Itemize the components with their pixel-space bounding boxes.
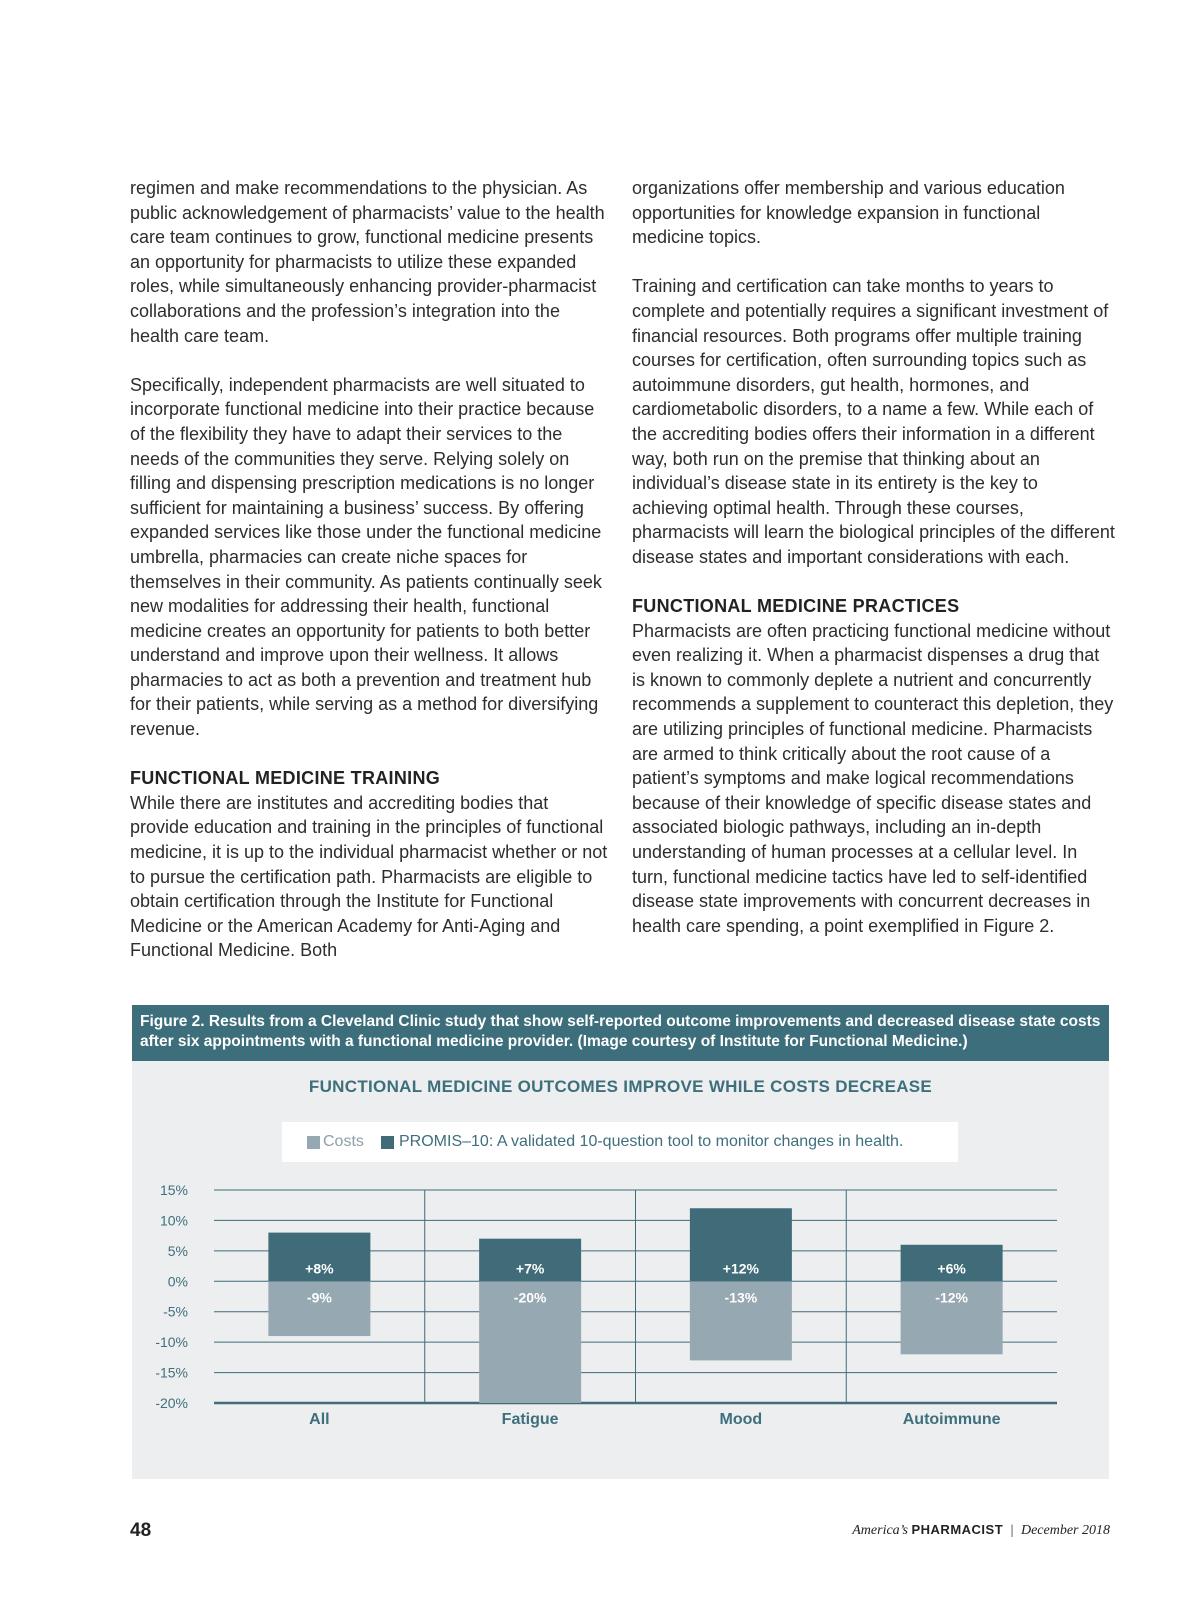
magazine-brand: PHARMACIST [911,1522,1004,1537]
heading-practices: FUNCTIONAL MEDICINE PRACTICES [632,596,960,617]
left-paragraph-1: regimen and make recommendations to the physician. As public acknowledgement of pharmacists’ value to the health care team continues to grow, functional medicine presents an opportunity for pharmacists to utilize these expanded roles, while simultaneously enhancing provider-pharmacist collaborations and the profession’s integration into the health care team. [130,178,605,346]
magazine-footer [852,1522,1110,1539]
x-category-label: Mood [719,1411,763,1428]
footer-separator: | [1010,1523,1014,1538]
data-label-costs: -12% [935,1289,968,1306]
magazine-prefix: America’s [852,1523,908,1538]
right-paragraph-1: organizations offer membership and various education opportunities for knowledge expansion in functional medicine topics. [632,178,1065,248]
y-tick-label: 15% [159,1182,188,1198]
data-label-promis: +6% [937,1260,966,1277]
y-tick-label: 0% [167,1273,188,1290]
legend-label-promis: PROMIS–10: A validated 10-question tool to monitor changes in health. [399,1133,904,1150]
chart-plot [132,1005,1109,1479]
chart-title: FUNCTIONAL MEDICINE OUTCOMES IMPROVE WHILE COSTS DECREASE [308,1077,933,1096]
data-label-costs: -20% [513,1289,547,1306]
right-column [632,176,1116,938]
right-paragraph-3: Pharmacists are often practicing functional medicine without even realizing it. When a pharmacist dispenses a drug that is known to commonly deplete a nutrient and concurrently recommends a supplement to counteract this depletion, they are utilizing principles of functional medicine. Pharmacists are armed to think critically about the root cause of a patient’s symptoms and make logical recommendations because of their knowledge of specific disease states and associated biologic pathways, including an in-depth understanding of human processes at a cellular level. In turn, functional medicine tactics have led to self-identified disease state improvements with concurrent decreases in health care spending, a point exemplified in Figure 2. [632,620,1114,936]
x-category-label: Autoimmune [902,1411,1001,1428]
page-number: 48 [130,1520,152,1541]
data-label-costs: -9% [306,1289,332,1306]
left-paragraph-3: While there are institutes and accrediting bodies that provide education and training in the principles of functional medicine, it is up to the individual pharmacist whether or not to pursue the certification path. Pharmacists are eligible to obtain certification through the Institute for Functional Medicine or the American Academy for Anti-Aging and Functional Medicine. Both [130,792,608,961]
figure-caption: Figure 2. Results from a Cleveland Clinic study that show self-reported outcome improvements and decreased disease state costs after six appointments with a functional medicine provider. (Image courtesy of Institute for Functional Medicine.) [132,1005,1109,1061]
y-tick-label: 10% [159,1212,188,1229]
y-tick-label: -20% [155,1395,188,1411]
data-label-promis: +8% [305,1260,334,1277]
y-tick-label: -10% [155,1334,188,1351]
data-label-promis: +7% [515,1260,545,1277]
x-category-label: All [309,1411,330,1428]
y-tick-label: 5% [167,1242,188,1259]
y-tick-label: -5% [163,1303,188,1320]
heading-training: FUNCTIONAL MEDICINE TRAINING [130,768,441,789]
right-paragraph-2: Training and certification can take months to years to complete and potentially requires a significant investment of financial resources. Both programs offer multiple training courses for certification, often surrounding topics such as autoimmune disorders, gut health, hormones, and cardiometabolic disorders, to a name a few. While each of the accrediting bodies offers their information in a different way, both run on the premise that thinking about an individual’s disease state in its entirety is the key to achieving optimal health. Through these courses, pharmacists will learn the biological principles of the different disease states and important considerations with each. [632,276,1115,567]
left-paragraph-2: Specifically, independent pharmacists are well situated to incorporate functional medicine into their practice because of the flexibility they have to adapt their services to the needs of the communities they serve. Relying solely on filling and dispensing prescription medications is no longer sufficient for maintaining a business’ success. By offering expanded services like those under the functional medicine umbrella, pharmacies can create niche spaces for themselves in their community. As patients continually seek new modalities for addressing their health, functional medicine creates an opportunity for patients to both better understand and improve upon their wellness. It allows pharmacies to act as both a prevention and treatment hub for their patients, while serving as a method for diversifying revenue. [130,374,602,740]
left-column [130,176,612,963]
data-label-promis: +12% [722,1260,759,1277]
figure-2 [132,1005,1109,1479]
data-label-costs: -13% [724,1289,758,1306]
issue-date: December 2018 [1020,1523,1110,1538]
y-tick-label: -15% [155,1364,188,1381]
x-category-label: Fatigue [501,1411,559,1428]
legend-label-costs: Costs [323,1133,364,1150]
